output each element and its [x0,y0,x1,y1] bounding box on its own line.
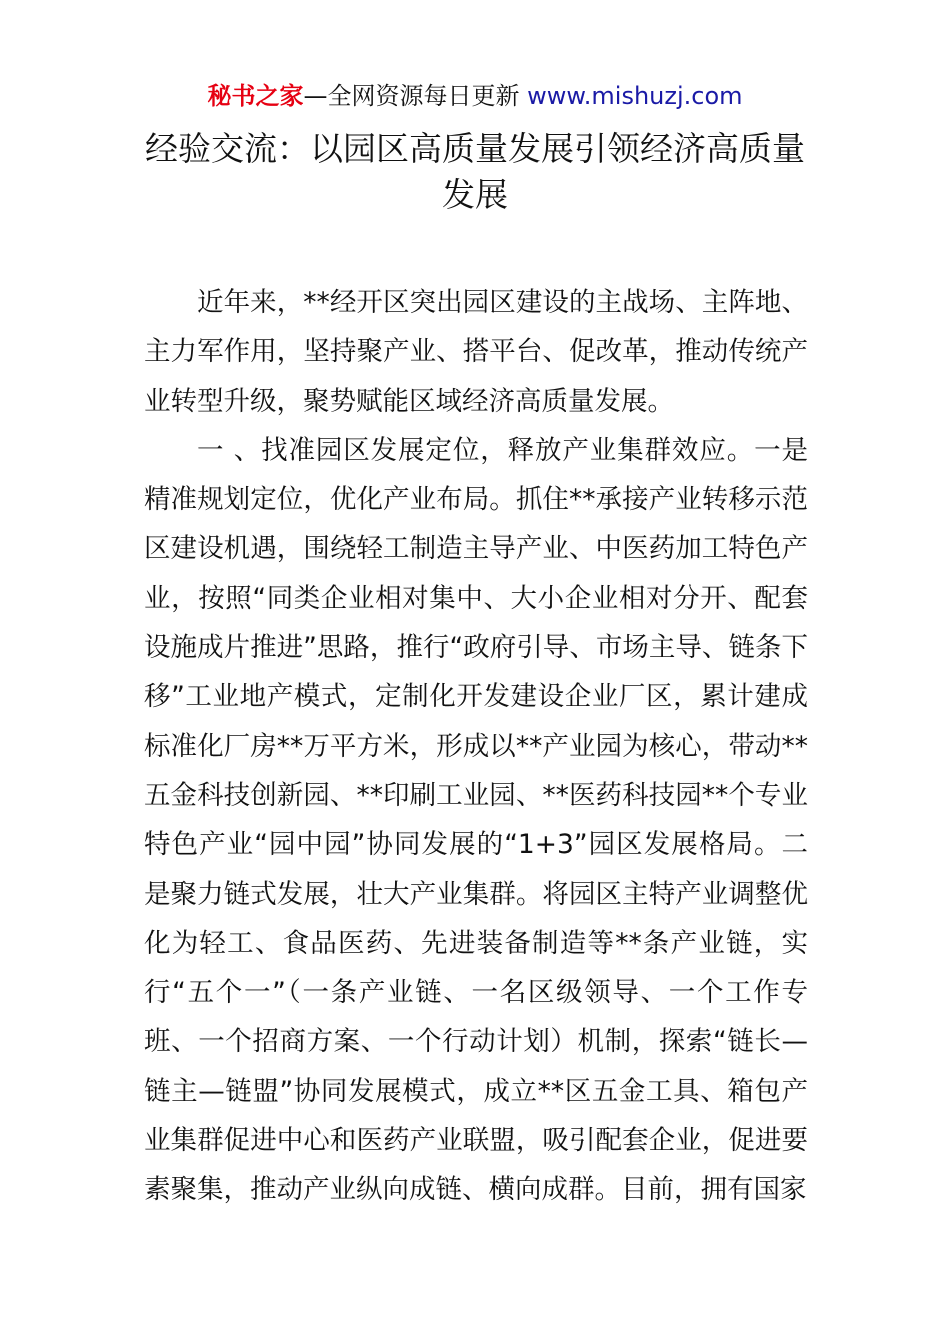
site-url-link[interactable]: www.mishuzj.com [527,82,743,110]
site-banner [0,80,950,112]
site-brand: 秘书之家 [207,82,304,110]
paragraph-intro: 近年来，**经开区突出园区建设的主战场、主阵地、主力军作用，坚持聚产业、搭平台、促改革，推动传统产业转型升级，聚势赋能区域经济高质量发展。 [144,287,808,417]
document-body [144,278,808,1215]
site-slogan: —全网资源每日更新 [303,82,528,110]
paragraph-section-one: 一 、找准园区发展定位，释放产业集群效应。一是精准规划定位，优化产业布局。抓住**承接产业转移示范区建设机遇，围绕轻工制造主导产业、中医药加工特色产业，按照“同类企业相对集中、大小企业相对分开、配套设施成片推进”思路，推行“政府引导、市场主导、链条下移”工业地产模式，定制化开发建设企业厂区，累计建成标准化厂房**万平方米，形成以**产业园为核心，带动**五金科技创新园、**印刷工业园、**医药科技园**个专业特色产业“园中园”协同发展的“1+3”园区发展格局。二是聚力链式发展，壮大产业集群。将园区主特产业调整优化为轻工、食品医药、先进装备制造等**条产业链，实行“五个一”（一条产业链、一名区级领导、一个工作专班、一个招商方案、一个行动计划）机制，探索“链长—链主—链盟”协同发展模式，成立**区五金工具、箱包产业集群促进中心和医药产业联盟，吸引配套企业，促进要素聚集，推动产业纵向成链、横向成群。目前，拥有国家 [144,434,808,1206]
document-title: 经验交流：以园区高质量发展引领经济高质量发展 [145,129,805,214]
